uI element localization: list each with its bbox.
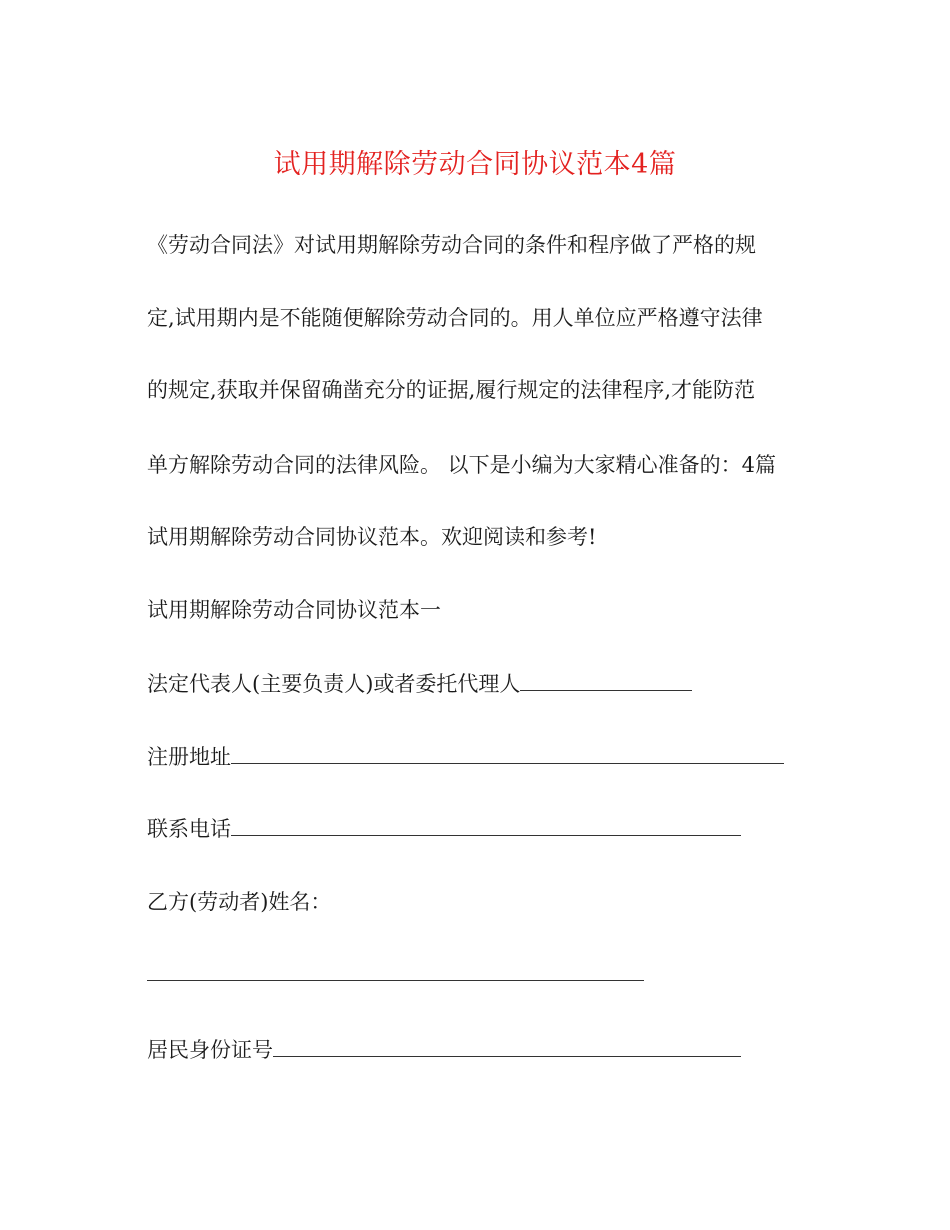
intro-line-3: 的规定,获取并保留确凿充分的证据,履行规定的法律程序,才能防范 xyxy=(147,378,756,402)
document-title: 试用期解除劳动合同协议范本4篇 xyxy=(273,149,677,180)
intro-line-4: 单方解除劳动合同的法律风险。 以下是小编为大家精心准备的：4篇 xyxy=(147,453,777,477)
phone-field xyxy=(147,813,741,844)
intro-line-5: 试用期解除劳动合同协议范本。欢迎阅读和参考! xyxy=(147,525,597,549)
party-b-name-blank xyxy=(147,980,644,981)
id-number-field xyxy=(147,1034,741,1065)
intro-line-1: 《劳动合同法》对试用期解除劳动合同的条件和程序做了严格的规 xyxy=(147,233,756,257)
party-b-name-label: 乙方(劳动者)姓名： xyxy=(147,890,332,914)
phone-blank xyxy=(231,813,741,836)
id-number-label: 居民身份证号 xyxy=(147,1038,273,1062)
phone-label: 联系电话 xyxy=(147,817,231,841)
address-field xyxy=(147,741,784,772)
legal-rep-field xyxy=(147,668,692,699)
intro-line-2: 定,试用期内是不能随便解除劳动合同的。用人单位应严格遵守法律 xyxy=(147,306,763,330)
address-label: 注册地址 xyxy=(147,745,231,769)
section-heading: 试用期解除劳动合同协议范本一 xyxy=(147,598,441,622)
id-number-blank xyxy=(273,1034,741,1057)
legal-rep-label: 法定代表人(主要负责人)或者委托代理人 xyxy=(147,672,521,696)
legal-rep-blank xyxy=(520,668,692,691)
address-blank xyxy=(231,741,784,764)
